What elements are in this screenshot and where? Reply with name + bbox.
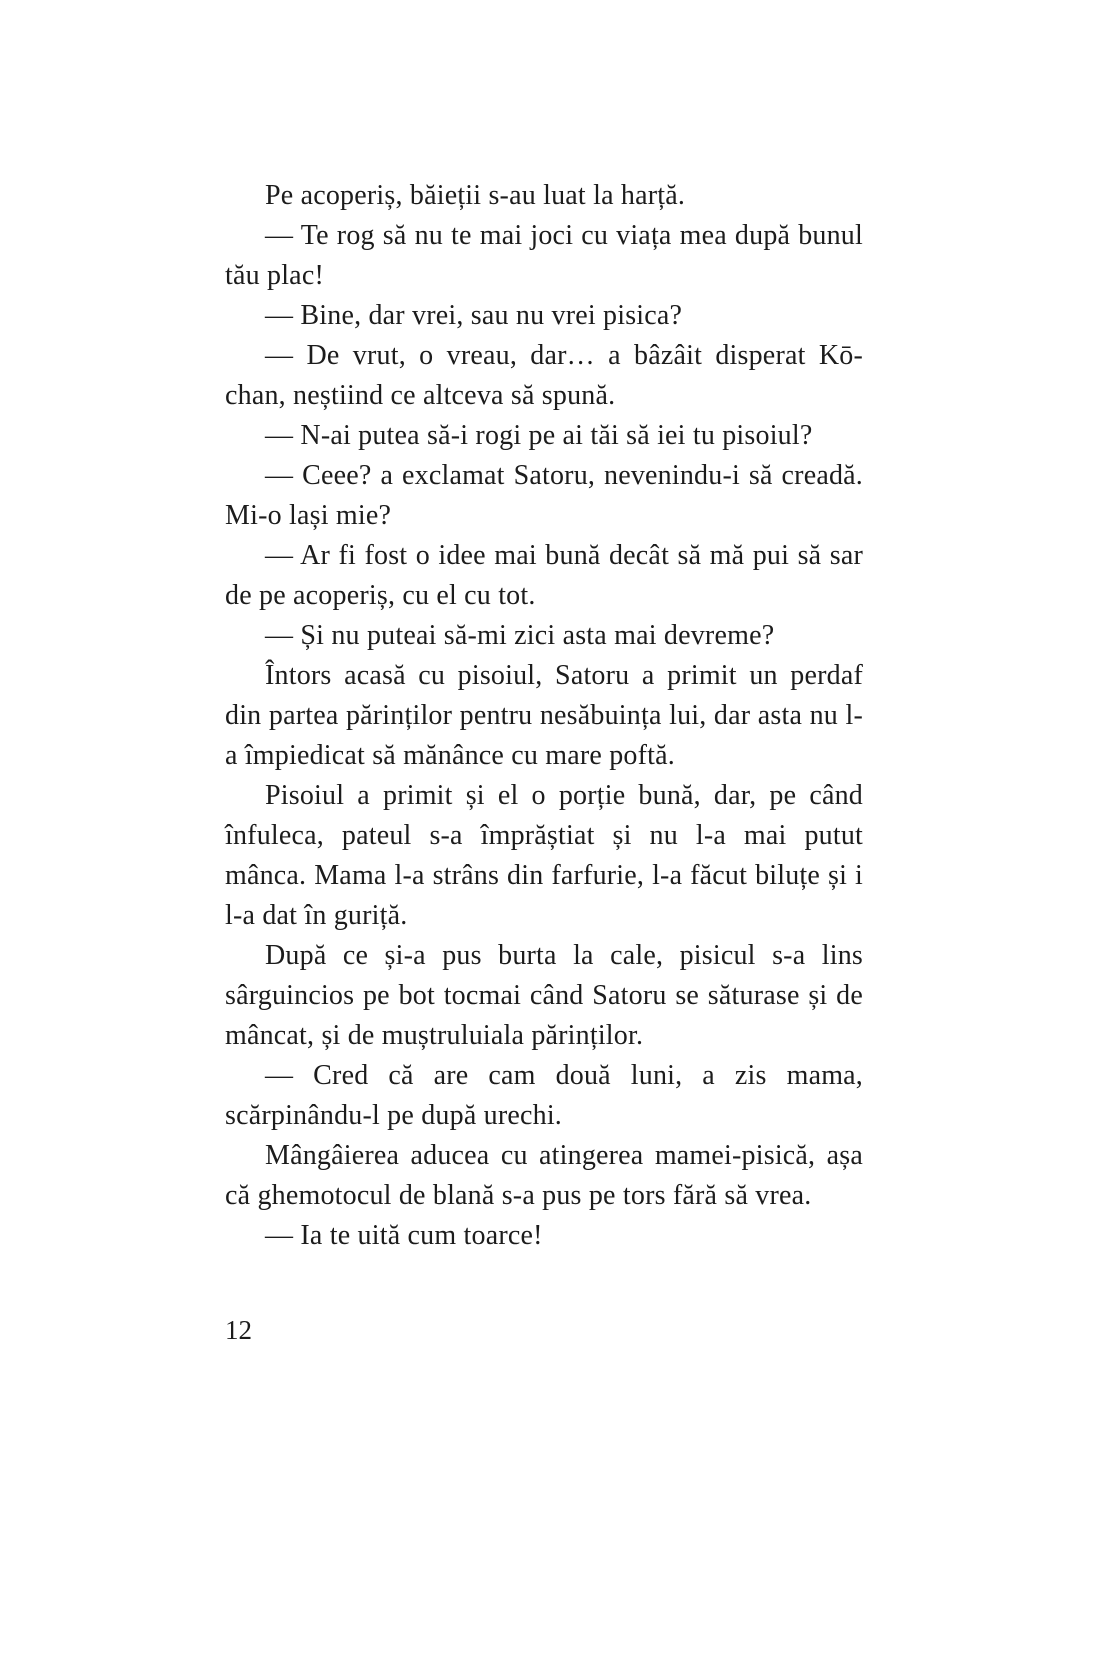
paragraph: — De vrut, o vreau, dar… a bâzâit disperat Kō-chan, neștiind ce altceva să spună. [225,340,863,411]
paragraph: Pe acoperiș, băieții s-au luat la harță. [265,180,686,211]
paragraph: — Cred că are cam două luni, a zis mama, scărpinându-l pe după urechi. [225,1060,863,1131]
paragraph: După ce și-a pus burta la cale, pisicul s-a lins sârguincios pe bot tocmai când Satoru se săturase și de mâncat, și de muștruluiala părinților. [225,940,863,1051]
paragraph: Mângâierea aducea cu atingerea mamei-pisică, așa că ghemotocul de blană s-a pus pe tors fără să vrea. [225,1140,863,1211]
paragraph: — Și nu puteai să-mi zici asta mai devreme? [265,620,775,651]
paragraph: — Bine, dar vrei, sau nu vrei pisica? [265,300,683,331]
paragraph: Întors acasă cu pisoiul, Satoru a primit un perdaf din partea părinților pentru nesăbuința lui, dar asta nu l-a împiedicat să mănânce cu mare poftă. [225,660,863,771]
paragraph: Pisoiul a primit și el o porție bună, dar, pe când înfuleca, pateul s-a împrăștiat și nu l-a mai putut mânca. Mama l-a strâns din farfurie, l-a făcut biluțe și i l-a dat în guriță. [225,780,863,931]
paragraph: — N-ai putea să-i rogi pe ai tăi să iei tu pisoiul? [265,420,813,451]
paragraph: — Ia te uită cum toarce! [265,1220,543,1251]
page-number: 12 [225,1315,252,1345]
paragraph: — Ar fi fost o idee mai bună decât să mă pui să sar de pe acoperiș, cu el cu tot. [225,540,863,611]
paragraph: — Te rog să nu te mai joci cu viața mea după bunul tău plac! [225,220,863,291]
paragraph: — Ceee? a exclamat Satoru, nevenindu-i să creadă. Mi-o lași mie? [225,460,863,531]
text-block [225,176,863,1256]
